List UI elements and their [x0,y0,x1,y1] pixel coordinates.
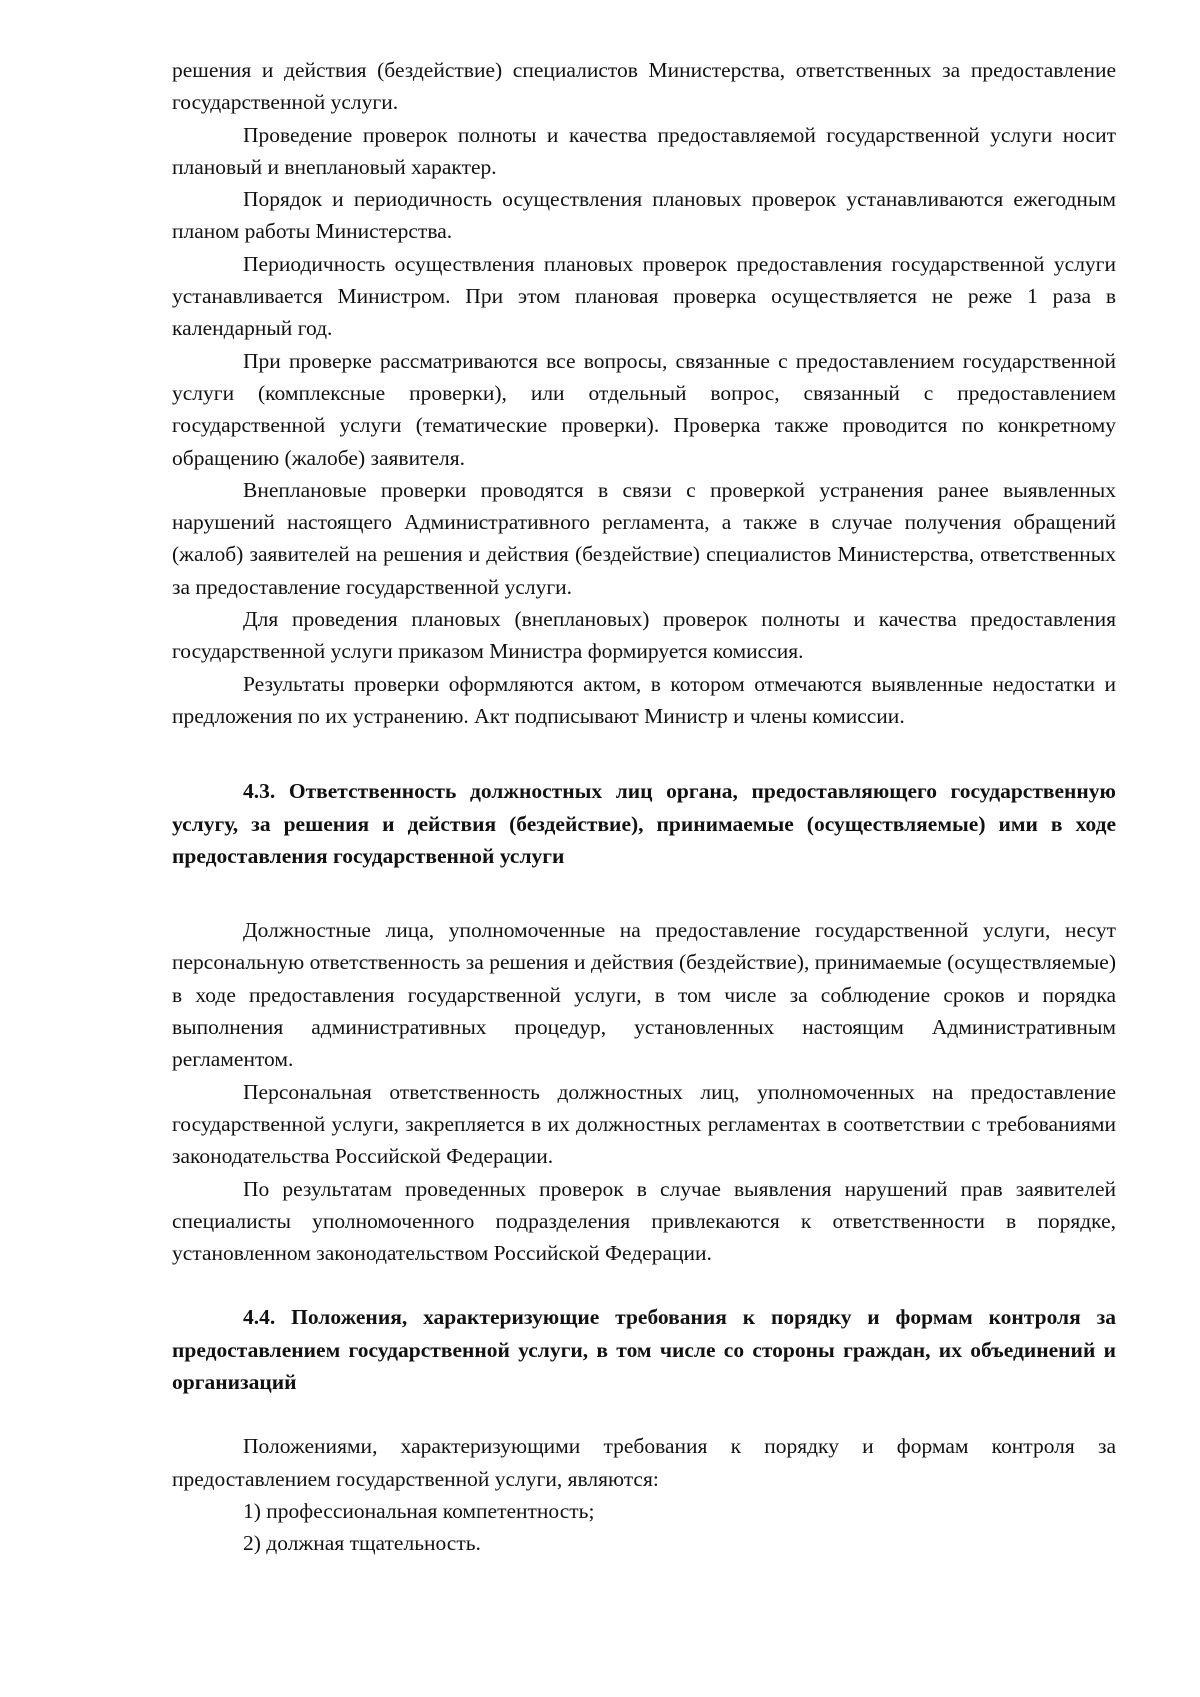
spacer [172,1398,1116,1430]
paragraph-personal-responsibility: Должностные лица, уполномоченные на предоставление государственной услуги, несут персональную ответственность за решения и действия (бездействие), принимаемые (осуществляемые) в ходе предоставления государственной услуги, в том числе за соблюдение сроков и порядка выполнения административных процедур, установленных настоящим Административным регламентом. [172,918,1116,1072]
section-heading-4-3: 4.3. Ответственность должностных лиц органа, предоставляющего государственную услугу, за решения и действия (бездействие), принимаемые (осуществляемые) ими в ходе предоставления государственной услуги [172,779,1116,868]
list-item-diligence: 2) должная тщательность. [243,1531,481,1556]
paragraph-checks-nature: Проведение проверок полноты и качества предоставляемой государственной услуги носит плановый и внеплановый характер. [172,122,1116,179]
spacer [172,1269,1116,1301]
paragraph-violations-liability: По результатам проведенных проверок в случае выявления нарушений прав заявителей специалисты уполномоченного подразделения привлекаются к ответственности в порядке, установленном законодательством Российской Федерации. [172,1176,1116,1266]
list-item-competence: 1) профессиональная компетентность; [243,1498,595,1523]
document-page [172,54,1116,1559]
paragraph-continuation: решения и действия (бездействие) специалистов Министерства, ответственных за предоставление государственной услуги. [172,58,1116,115]
paragraph-checks-frequency: Периодичность осуществления плановых проверок предоставления государственной услуги устанавливается Министром. При этом плановая проверка осуществляется не реже 1 раза в календарный год. [172,251,1116,341]
paragraph-check-results: Результаты проверки оформляются актом, в котором отмечаются выявленные недостатки и предложения по их устранению. Акт подписывают Министр и члены комиссии. [172,671,1116,728]
paragraph-checks-order: Порядок и периодичность осуществления плановых проверок устанавливаются ежегодным планом работы Министерства. [172,187,1116,244]
spacer [172,872,1116,914]
spacer [172,732,1116,775]
paragraph-checks-scope: При проверке рассматриваются все вопросы, связанные с предоставлением государственной услуги (комплексные проверки), или отдельный вопрос, связанный с предоставлением государственной услуги (тематические проверки). Проверка также проводится по конкретному обращению (жалобе) заявителя. [172,348,1116,470]
section-heading-4-4: 4.4. Положения, характеризующие требования к порядку и формам контроля за предоставлением государственной услуги, в том числе со стороны граждан, их объединений и организаций [172,1305,1116,1394]
paragraph-unscheduled-checks: Внеплановые проверки проводятся в связи с проверкой устранения ранее выявленных нарушений настоящего Административного регламента, а также в случае получения обращений (жалоб) заявителей на решения и действия (бездействие) специалистов Министерства, ответственных за предоставление государственной услуги. [172,477,1116,599]
paragraph-job-regulations: Персональная ответственность должностных лиц, уполномоченных на предоставление государственной услуги, закрепляется в их должностных регламентах в соответствии с требованиями законодательства Российской Федерации. [172,1079,1116,1169]
paragraph-control-provisions: Положениями, характеризующими требования к порядку и формам контроля за предоставлением государственной услуги, являются: [172,1434,1116,1491]
paragraph-commission: Для проведения плановых (внеплановых) проверок полноты и качества предоставления государственной услуги приказом Министра формируется комиссия. [172,607,1116,664]
